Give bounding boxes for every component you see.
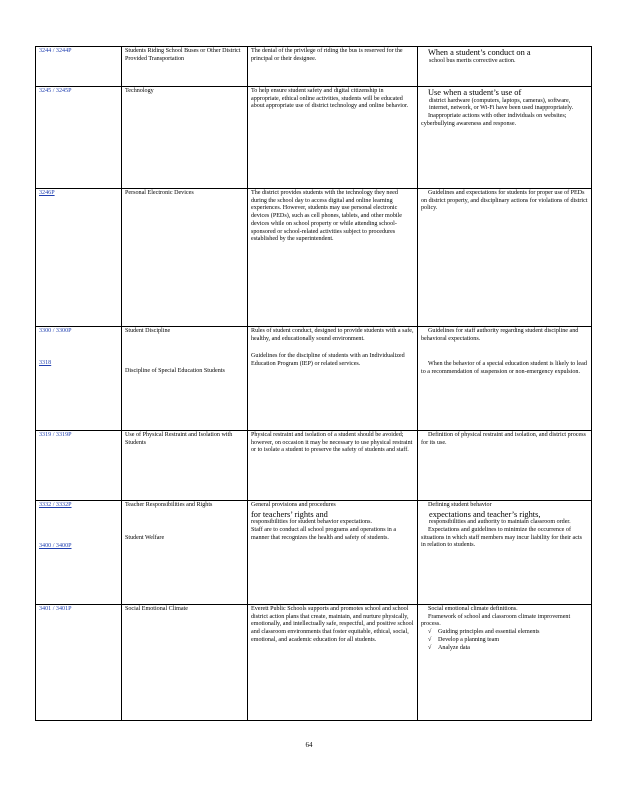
notes-item: Social emotional climate definitions. <box>428 606 518 612</box>
policy-title: Social Emotional Climate <box>125 606 188 612</box>
policy-table <box>35 46 592 721</box>
policy-title: Student Welfare <box>125 534 165 541</box>
notes-emphasis: expectations and teacher’s rights, <box>429 509 541 519</box>
check-icon: √ <box>428 636 432 643</box>
table-row <box>36 47 592 87</box>
policy-title: Personal Electronic Devices <box>125 190 194 196</box>
policy-link[interactable]: 3400 / 3400P <box>39 542 72 549</box>
notes-text: responsibilities and authority to maintain classroom order. <box>429 519 571 526</box>
notes-text: district hardware (computers, laptops, cameras), software, internet, network, or Wi-Fi have been used inappropriately. <box>429 97 574 112</box>
title-cell <box>122 47 248 87</box>
notes-lead: When a student’s conduct on a <box>428 48 531 57</box>
notes-cell <box>418 605 592 721</box>
notes-cell <box>418 87 592 189</box>
title-cell <box>122 87 248 189</box>
notes-item: Guidelines for staff authority regarding student discipline and behavioral expectations. <box>421 328 579 342</box>
policy-cell <box>36 87 122 189</box>
table-row <box>36 501 592 605</box>
policy-description: Rules of student conduct, designed to provide students with a safe, healthy, and educationally sound environment. <box>251 328 414 342</box>
title-cell <box>122 501 248 605</box>
checklist-item: √ Develop a planning team <box>421 637 588 645</box>
check-icon: √ <box>428 629 432 636</box>
table-row <box>36 605 592 721</box>
description-cell <box>248 47 418 87</box>
notes-item: Expectations and guidelines to minimize the occurrence of situations in which staff members may incur liability for their acts in relation to students. <box>421 526 582 549</box>
notes-item: Defining student behavior <box>428 502 492 508</box>
table-row <box>36 327 592 431</box>
policy-description-emphasis: for teachers’ rights and <box>251 509 328 519</box>
description-cell <box>248 327 418 431</box>
notes-item: Framework of school and classroom climate improvement process. <box>421 613 571 628</box>
policy-cell <box>36 189 122 327</box>
table-row <box>36 189 592 327</box>
title-cell <box>122 431 248 501</box>
policy-description: Guidelines for the discipline of students with an Individualized Education Program (IEP) or related services. <box>251 353 405 368</box>
notes-lead: Use when a student’s use of <box>428 88 522 97</box>
policy-description: Physical restraint and isolation of a student should be avoided; however, on occasion it may be necessary to use physical restraint or to isolate a student to preserve the safety of students and staff. <box>251 432 413 454</box>
policy-description: responsibilities for student behavior expectations. <box>251 519 373 526</box>
policy-title: Discipline of Special Education Students <box>125 367 225 374</box>
policy-link[interactable]: 3318 <box>39 359 52 366</box>
checklist-item: √ Analyze data <box>421 645 588 653</box>
title-cell <box>122 327 248 431</box>
notes-text: school bus merits corrective action. <box>429 57 516 64</box>
policy-cell <box>36 501 122 605</box>
policy-link[interactable]: 3300 / 3300P <box>39 328 72 334</box>
description-cell <box>248 189 418 327</box>
checklist-item: √ Guiding principles and essential elements <box>421 629 588 637</box>
policy-description: To help ensure student safety and digital citizenship in appropriate, ethical online activities, students will be educated about appropriate use of district technology and online behavior. <box>251 88 409 110</box>
policy-link[interactable]: 3245 / 3245P <box>39 88 72 94</box>
policy-title: Student Discipline <box>125 328 171 334</box>
policy-cell <box>36 605 122 721</box>
description-cell <box>248 431 418 501</box>
description-cell <box>248 501 418 605</box>
notes-cell <box>418 47 592 87</box>
notes-item: Inappropriate actions with other individuals on websites; cyberbullying awareness and response. <box>421 112 567 127</box>
notes-cell <box>418 501 592 605</box>
description-cell <box>248 605 418 721</box>
policy-link[interactable]: 3244 / 3244P <box>39 48 72 54</box>
check-icon: √ <box>428 644 432 651</box>
policy-cell <box>36 431 122 501</box>
notes-cell <box>418 327 592 431</box>
title-cell <box>122 605 248 721</box>
notes-cell <box>418 431 592 501</box>
policy-cell <box>36 327 122 431</box>
policy-description: The district provides students with the technology they need during the school day to access digital and online learning experiences. However, students may use personal electronic devices (PEDs), such as cell phones, tablets, and other mobile devices while on school property or while attending school-sponsored or school-related activities subject to procedures established by the superintendent. <box>251 190 402 243</box>
policy-description: Everett Public Schools supports and promotes school and school district action plans that create, maintain, and nurture physically, emotionally, and intellectually safe, respectful, and positive school and classroom environments that foster equitable, ethical, social, emotional, and academic education for all students. <box>251 606 414 643</box>
policy-title: Teacher Responsibilities and Rights <box>125 502 213 508</box>
policy-link[interactable]: 3332 / 3332P <box>39 502 72 508</box>
notes-item: When the behavior of a special education student is likely to lead to a recommendation of suspension or non-emergency expulsion. <box>421 361 587 376</box>
page-number: 64 <box>305 741 313 749</box>
table-row <box>36 431 592 501</box>
title-cell <box>122 189 248 327</box>
policy-title: Technology <box>125 88 154 94</box>
description-cell <box>248 87 418 189</box>
policy-link[interactable]: 3246P <box>39 190 55 196</box>
policy-description: Staff are to conduct all school programs and operations in a manner that recognizes the health and safety of students. <box>251 526 397 541</box>
table-row <box>36 87 592 189</box>
policy-link[interactable]: 3319 / 3319P <box>39 432 72 438</box>
policy-cell <box>36 47 122 87</box>
notes-item: Definition of physical restraint and isolation, and district process for its use. <box>421 432 586 446</box>
policy-link[interactable]: 3401 / 3401P <box>39 606 72 612</box>
notes-cell <box>418 189 592 327</box>
policy-description: General provisions and procedures <box>251 502 336 508</box>
policy-title: Students Riding School Buses or Other District Provided Transportation <box>125 48 241 62</box>
notes-item: Guidelines and expectations for students for proper use of PEDs on district property, and disciplinary actions for violations of district policy. <box>421 190 588 212</box>
policy-title: Use of Physical Restraint and Isolation with Students <box>125 432 233 446</box>
policy-description: The denial of the privilege of riding the bus is reserved for the principal or their designee. <box>251 48 403 62</box>
